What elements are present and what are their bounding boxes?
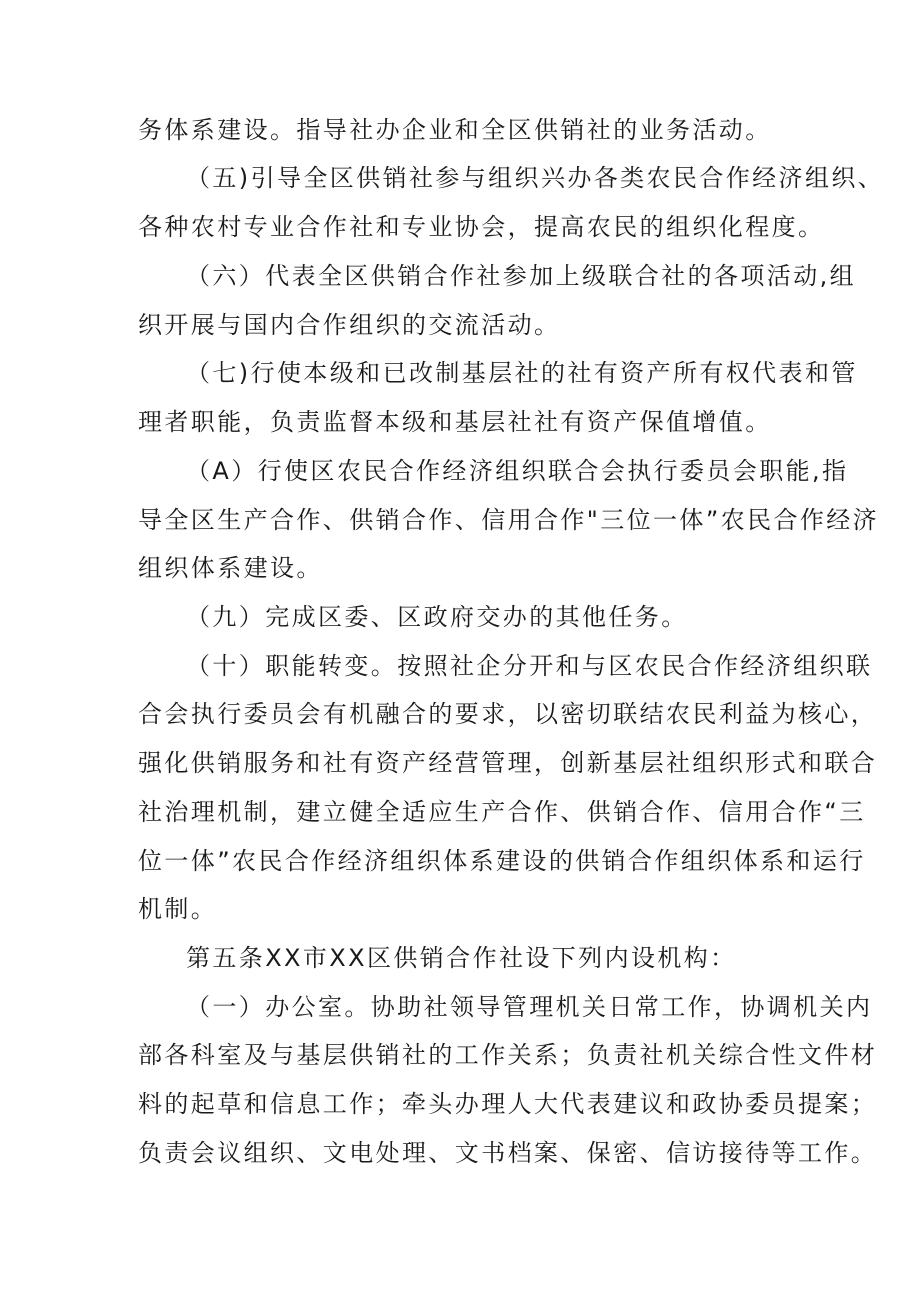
text-line: 组织体系建设。 [138, 554, 323, 582]
text-line: （七)行使本级和已改制基层社的社有资产所有权代表和管 [186, 359, 858, 387]
text-line: 各种农村专业合作社和专业协会，提高农民的组织化程度。 [138, 213, 825, 241]
text-line: 合会执行委员会有机融合的要求，以密切联结农民利益为核心， [138, 700, 878, 728]
text-line: 部各科室及与基层供销社的工作关系；负责社机关综合性文件材 [138, 1041, 878, 1069]
text-line: （A）行使区农民合作经济组织联合会执行委员会职能,指 [186, 457, 849, 485]
text-line: 社治理机制，建立健全适应生产合作、供销合作、信用合作“三 [138, 798, 866, 826]
text-line: 机制。 [138, 895, 218, 923]
text-line: （九）完成区委、区政府交办的其他任务。 [186, 603, 688, 631]
text-line: 导全区生产合作、供销合作、信用合作"三位一体”农民合作经济 [138, 506, 880, 534]
text-line: （十）职能转变。按照社企分开和与区农民合作经济组织联 [186, 652, 873, 680]
text-line: （六）代表全区供销合作社参加上级联合社的各项活动,组 [186, 262, 857, 290]
text-line: 务体系建设。指导社办企业和全区供销社的业务活动。 [138, 116, 772, 144]
text-line: 织开展与国内合作组织的交流活动。 [138, 311, 561, 339]
text-line: （一）办公室。协助社领导管理机关日常工作，协调机关内 [186, 993, 873, 1021]
text-line: 料的起草和信息工作；牵头办理人大代表建议和政协委员提案； [138, 1090, 878, 1118]
text-line: 第五条XX市XX区供销合作社设下列内设机构： [186, 944, 737, 972]
text-line: 强化供销服务和社有资产经营管理，创新基层社组织形式和联合 [138, 749, 878, 777]
text-line: 理者职能，负责监督本级和基层社社有资产保值增值。 [138, 408, 772, 436]
text-line: 位一体”农民合作经济组织体系建设的供销合作组织体系和运行 [138, 847, 866, 875]
text-line: 负责会议组织、文电处理、文书档案、保密、信访接待等工作。 [138, 1139, 878, 1167]
text-line: （五)引导全区供销社参与组织兴办各类农民合作经济组织、 [186, 164, 885, 192]
